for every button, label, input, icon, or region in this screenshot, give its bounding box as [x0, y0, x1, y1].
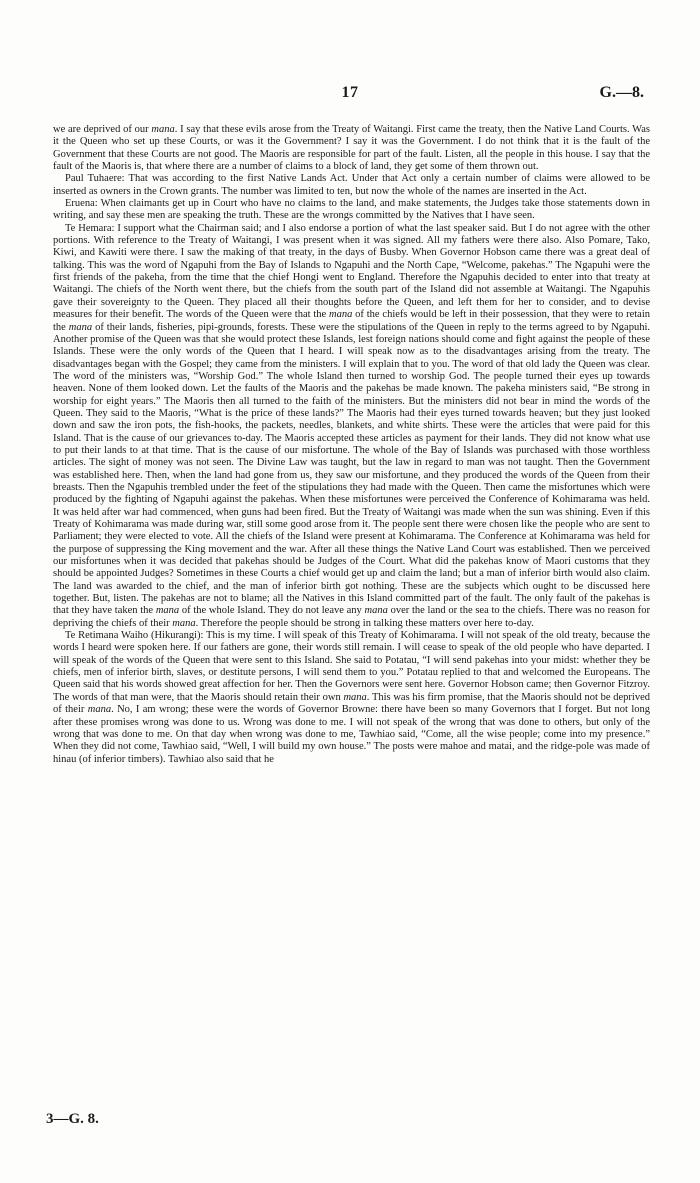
italic-term: mana	[172, 617, 196, 629]
paragraph	[53, 198, 650, 223]
italic-term: mana	[151, 124, 175, 135]
text-run: of the whole Island. They do not leave any	[179, 605, 365, 617]
signature-mark: 3—G. 8.	[46, 1111, 99, 1127]
text-run: . Therefore the people should be strong in talking these matters over here to-day.	[195, 617, 534, 629]
text-run: . I say that these evils arose from the Treaty of Waitangi. First came the treaty, then the Native Land Courts. Was it the Queen who set up these Courts, or was it the Government? I say it was the Government. I do not think that it is the fault of the Government that these Courts are not good. The Maoris are responsible for part of the fault. Listen, all the people in this house. I say that the fault of the Maoris is, that where there are a number of claims to a block of land, they get some of them thrown out.	[53, 124, 650, 173]
text-run: of their lands, fisheries, pipi-grounds, forests. These were the stipulations of the Queen in reply to the terms agreed to by Ngapuhi. Another promise of the Queen was that she would protect these Islands, lest foreign nations should come and fight against the people of these Islands. These were the only words of the Queen that I heard. I will speak now as to the disadvantages arising from the treaty. The disadvantages began with the Gospel; they came from the ministers. I will explain that to you. The word of that old lady the Queen was clear. The word of the ministers was, “Worship God.” The whole Island then turned to worship God. The people turned their eyes up towards heaven. None of them looked down. Let the faults of the Maoris and the pakehas be made known. The pakeha ministers said, “Be strong in worship for eight years.” The Maoris then all turned to the faith of the ministers. But the ministers did not bear in mind the words of the Queen. They said to the Maoris, “What is the price of these lands?” The Maoris had their eyes turned towards heaven; but they just looked down and saw the iron pots, the fish-hooks, the packets, needles, blankets, and white shirts. These were the articles that were paid for this Island. That is the cause of our grievances to-day. The Maoris accepted these articles as payment for their lands. They did not know what use to put their lands to at that time. That is the cause of our misfortune. The whole of the Bay of Islands was purchased with those worthless articles. The sight of money was not seen. The Divine Law was taught, but the law in regard to man was not taught. Then the Government was established here. Then, when the land had gone from us, they saw our misfortune, and they produced the words of the Queen from their breasts. Then the Ngapuhis trembled under the feet of the stipulations they had made with the Queen. Then came the misfortunes which were produced by the fighting of Ngapuhi against the pakehas. When these misfortunes were perceived the Conference of Kohimarama was held. It was held after war had commenced, when guns had been fired. But the Treaty of Waitangi was made when the sun was shining. Even if this Treaty of Kohimarama was made during war, still some good arose from it. The people sent there were chosen like the people who are sent to Parliament; they were elected to vote. All the chiefs of the Island were present at Kohimarama. The Conference at Kohimarama was held for the purpose of suppressing the King movement and the war. After all these things the Native Land Court was established. Then we perceived our misfortunes when it was decided that pakehas should be Judges of the Court. What did the pakehas know of Maori customs that they should be appointed Judges? Sometimes in these Courts a chief would get up and claim the land; but a man of inferior birth would also claim. The land was awarded to the chief, and the man of inferior birth got nothing. These are the subjects which ought to be discussed here together. But, listen. The pakehas are not to blame; all the Natives in this Island committed part of the fault. The only fault of the pakehas is that they have taken the	[53, 321, 651, 617]
text-run: of the chiefs would be left in their possession, that they were to retain the	[53, 309, 650, 333]
text-run: over the land or the sea to the chiefs. There was no reason for depriving the chiefs of their	[53, 605, 650, 629]
text-run: Te Retimana Waiho (Hikurangi): This is my time. I will speak of this Treaty of Kohimarama. I will not speak of the old treaty, because the words I heard were spoken here. If our fathers are gone, their words still remain. I will cease to speak of the old people who have departed. I will speak of the words of the Queen that were sent to this Island. She said to Potatau, “I will send pakehas into your midst: whether they be chiefs, men of inferior birth, slaves, or destitute persons, I will send them to you.” Potatau replied to that and welcomed the Europeans. The Queen said that his words showed great affection for her. Then the Governors were sent here. Governor Hobson came; then Governor Fitzroy. The words of that man were, that the Maoris should retain their own	[53, 630, 650, 703]
page-number: 17	[341, 84, 359, 101]
text-run: Eruena: When claimants get up in Court who have no claims to the land, and make statements, the Judges take those statements down in writing, and say these men are speaking the truth. These are the wrongs committed by the Natives that I have seen.	[53, 198, 650, 222]
text-run: . No, I am wrong; these were the words of Governor Browne: there have been so many Governors that I forget. But not long after these promises wrong was done to us. Wrong was done to me. I will not speak of the wrong that was done to others, but only of the wrong that was done to me. On that day when wrong was done to me, Tawhiao said, “Come, all the wise people; come into my presence.” When they did not come, Tawhiao said, “Well, I will build my own house.” The posts were mahoe and matai, and the ridge-pole was made of hinau (of inferior timbers). Tawhiao also said that he	[53, 704, 650, 765]
italic-term: mana	[329, 309, 353, 321]
italic-term: mana	[155, 605, 180, 617]
italic-term: mana	[343, 691, 367, 703]
paragraph	[53, 173, 650, 198]
text-run: Paul Tuhaere: That was according to the first Native Lands Act. Under that Act only a certain number of claims were allowed to be inserted as owners in the Crown grants. The number was limited to ten, but now the whole of the names are inserted in the Act.	[53, 173, 650, 197]
body-text	[53, 124, 650, 766]
text-run: we are deprived of our	[53, 124, 152, 135]
paragraph	[53, 124, 650, 173]
document-reference: G.—8.	[599, 84, 644, 101]
text-run: . This was his firm promise, that the Maoris should not be deprived of their	[53, 691, 650, 716]
paragraph	[53, 223, 650, 630]
italic-term: mana	[87, 704, 112, 716]
text-run: Te Hemara: I support what the Chairman said; and I also endorse a portion of what the last speaker said. But I do not agree with the other portions. With reference to the Treaty of Waitangi, I was present when it was signed. All my fathers were there also. Also Pomare, Tako, Kiwi, and Kawiti were there. I saw the making of that treaty, in the days of Busby. When Governor Hobson came there was a great deal of talking. This was the word of Ngapuhi from the Bay of Islands to Ngapuhi and the North Cape, “Welcome, pakehas.” The Ngapuhi were the first friends of the pakeha, from the time that the chief Hongi went to England. Therefore the Ngapuhis decided to enter into that treaty at Waitangi. The chiefs of the North went there, but the chiefs from the south part of the Island did not assemble at Waitangi. The Ngapuhis gave their sovereignty to the Queen. They placed all their thoughts before the Queen, and left them for her to consider, and to devise measures for their benefit. The words of the Queen were that the	[53, 222, 650, 321]
italic-term: mana	[364, 605, 388, 617]
paragraph	[53, 630, 650, 766]
italic-term: mana	[68, 321, 93, 333]
